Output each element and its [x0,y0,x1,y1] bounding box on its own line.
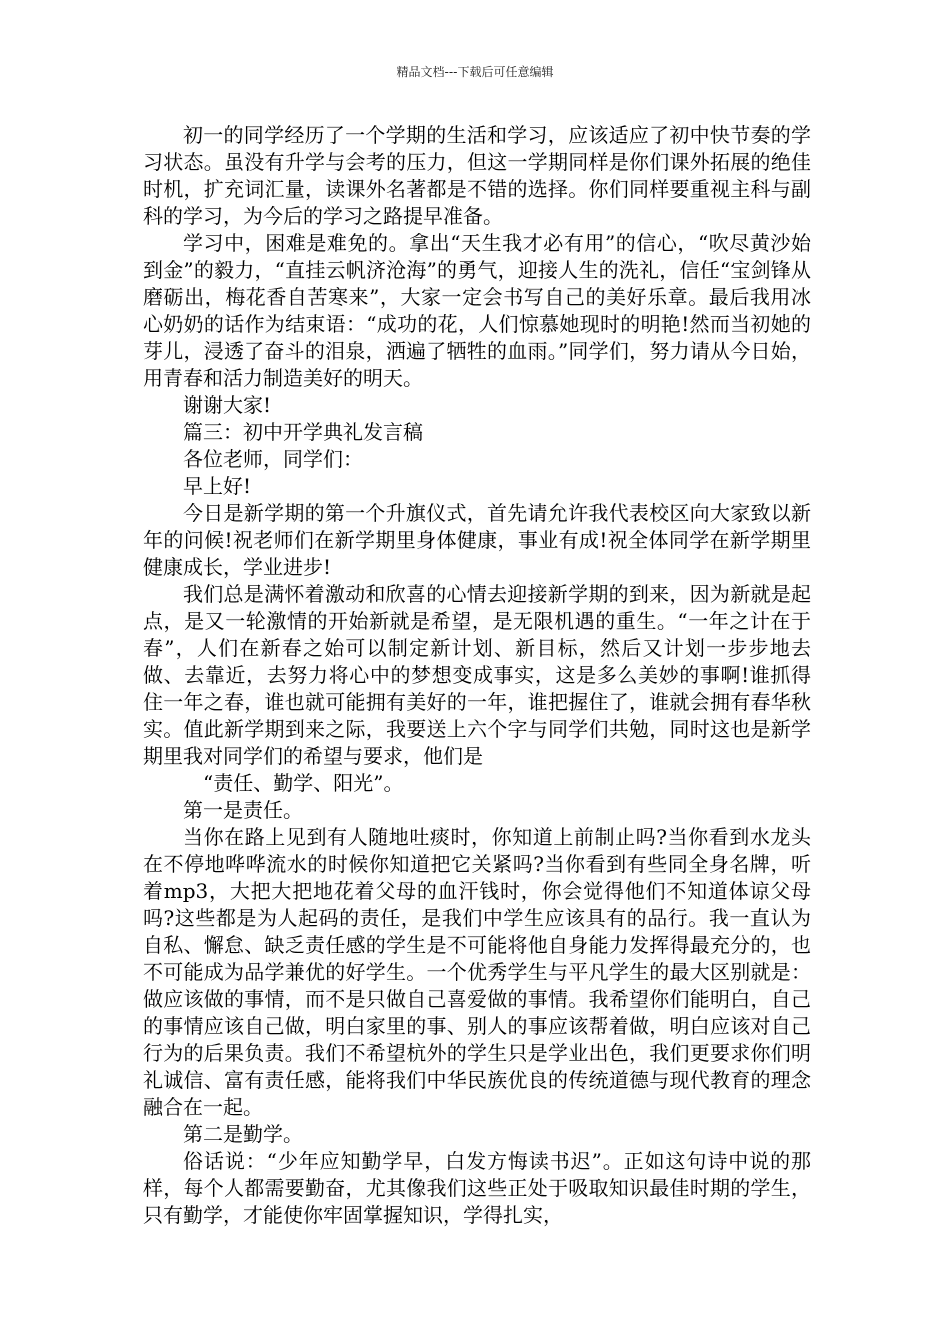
paragraph-greeting: 早上好! [183,474,252,498]
page-header: 精品文档---下载后可任意编辑 [396,65,554,79]
paragraph-thanks: 谢谢大家! [183,393,272,417]
subheading-diligence: 第二是勤学。 [183,1122,303,1146]
paragraph-new-semester: 我们总是满怀着激动和欣喜的心情去迎接新学期的到来，因为新就是起点，是又一轮激情的开始新就是希望，是无限机遇的重生。“一年之计在于春”，人们在新春之始可以制定新计划、新目标，然后又计划一步步地去做、去靠近，去努力将心中的梦想变成事实，这是多么美妙的事啊!谁抓得住一年之春，谁也就可能拥有美好的一年，谁把握住了，谁就会拥有春华秋实。值此新学期到来之际，我要送上六个字与同学们共勉，同时这也是新学期里我对同学们的希望与要求，他们是 [143,582,811,768]
subheading-responsibility: 第一是责任。 [183,798,303,822]
document-body [143,122,811,1229]
paragraph-diligence: 俗话说：“少年应知勤学早，白发方悔读书迟”。正如这句诗中说的那样，每个人都需要勤奋，尤其像我们这些正处于吸取知识最佳时期的学生，只有勤学，才能使你牢固掌握知识，学得扎实， [143,1149,811,1227]
section-title: 篇三：初中开学典礼发言稿 [183,420,423,444]
paragraph-responsibility: 当你在路上见到有人随地吐痰时，你知道上前制止吗?当你看到水龙头在不停地哗哗流水的时候你知道把它关紧吗?当你看到有些同全身名牌，听着mp3，大把大把地花着父母的血汗钱时，你会觉得他们不知道体谅父母吗?这些都是为人起码的责任，是我们中学生应该具有的品行。我一直认为自私、懈怠、缺乏责任感的学生是不可能将他自身能力发挥得最充分的，也不可能成为品学兼优的好学生。一个优秀学生与平凡学生的最大区别就是：做应该做的事情，而不是只做自己喜爱做的事情。我希望你们能明白，自己的事情应该自己做，明白家里的事、别人的事应该帮着做，明白应该对自己行为的后果负责。我们不希望杭外的学生只是学业出色，我们更要求你们明礼诚信、富有责任感，能将我们中华民族优良的传统道德与现代教育的理念融合在一起。 [143,825,811,1119]
paragraph-three-words: “责任、勤学、阳光”。 [203,771,404,795]
paragraph-study-adaptation: 初一的同学经历了一个学期的生活和学习，应该适应了初中快节奏的学习状态。虽没有升学与会考的压力，但这一学期同样是你们课外拓展的绝佳时机，扩充词汇量，读课外名著都是不错的选择。你们同样要重视主科与副科的学习，为今后的学习之路提早准备。 [143,123,811,228]
paragraph-salutation: 各位老师，同学们： [183,447,363,471]
paragraph-difficulties: 学习中，困难是难免的。拿出“天生我才必有用”的信心，“吹尽黄沙始到金”的毅力，“直挂云帆济沧海”的勇气，迎接人生的洗礼，信任“宝剑锋从磨砺出，梅花香自苦寒来”，大家一定会书写自己的美好乐章。最后我用冰心奶奶的话作为结束语：“成功的花，人们惊慕她现时的明艳!然而当初她的芽儿，浸透了奋斗的泪泉，洒遍了牺牲的血雨。”同学们，努力请从今日始，用青春和活力制造美好的明天。 [143,231,811,390]
paragraph-flag-ceremony: 今日是新学期的第一个升旗仪式，首先请允许我代表校区向大家致以新年的问候!祝老师们在新学期里身体健康，事业有成!祝全体同学在新学期里健康成长，学业进步! [143,501,811,579]
